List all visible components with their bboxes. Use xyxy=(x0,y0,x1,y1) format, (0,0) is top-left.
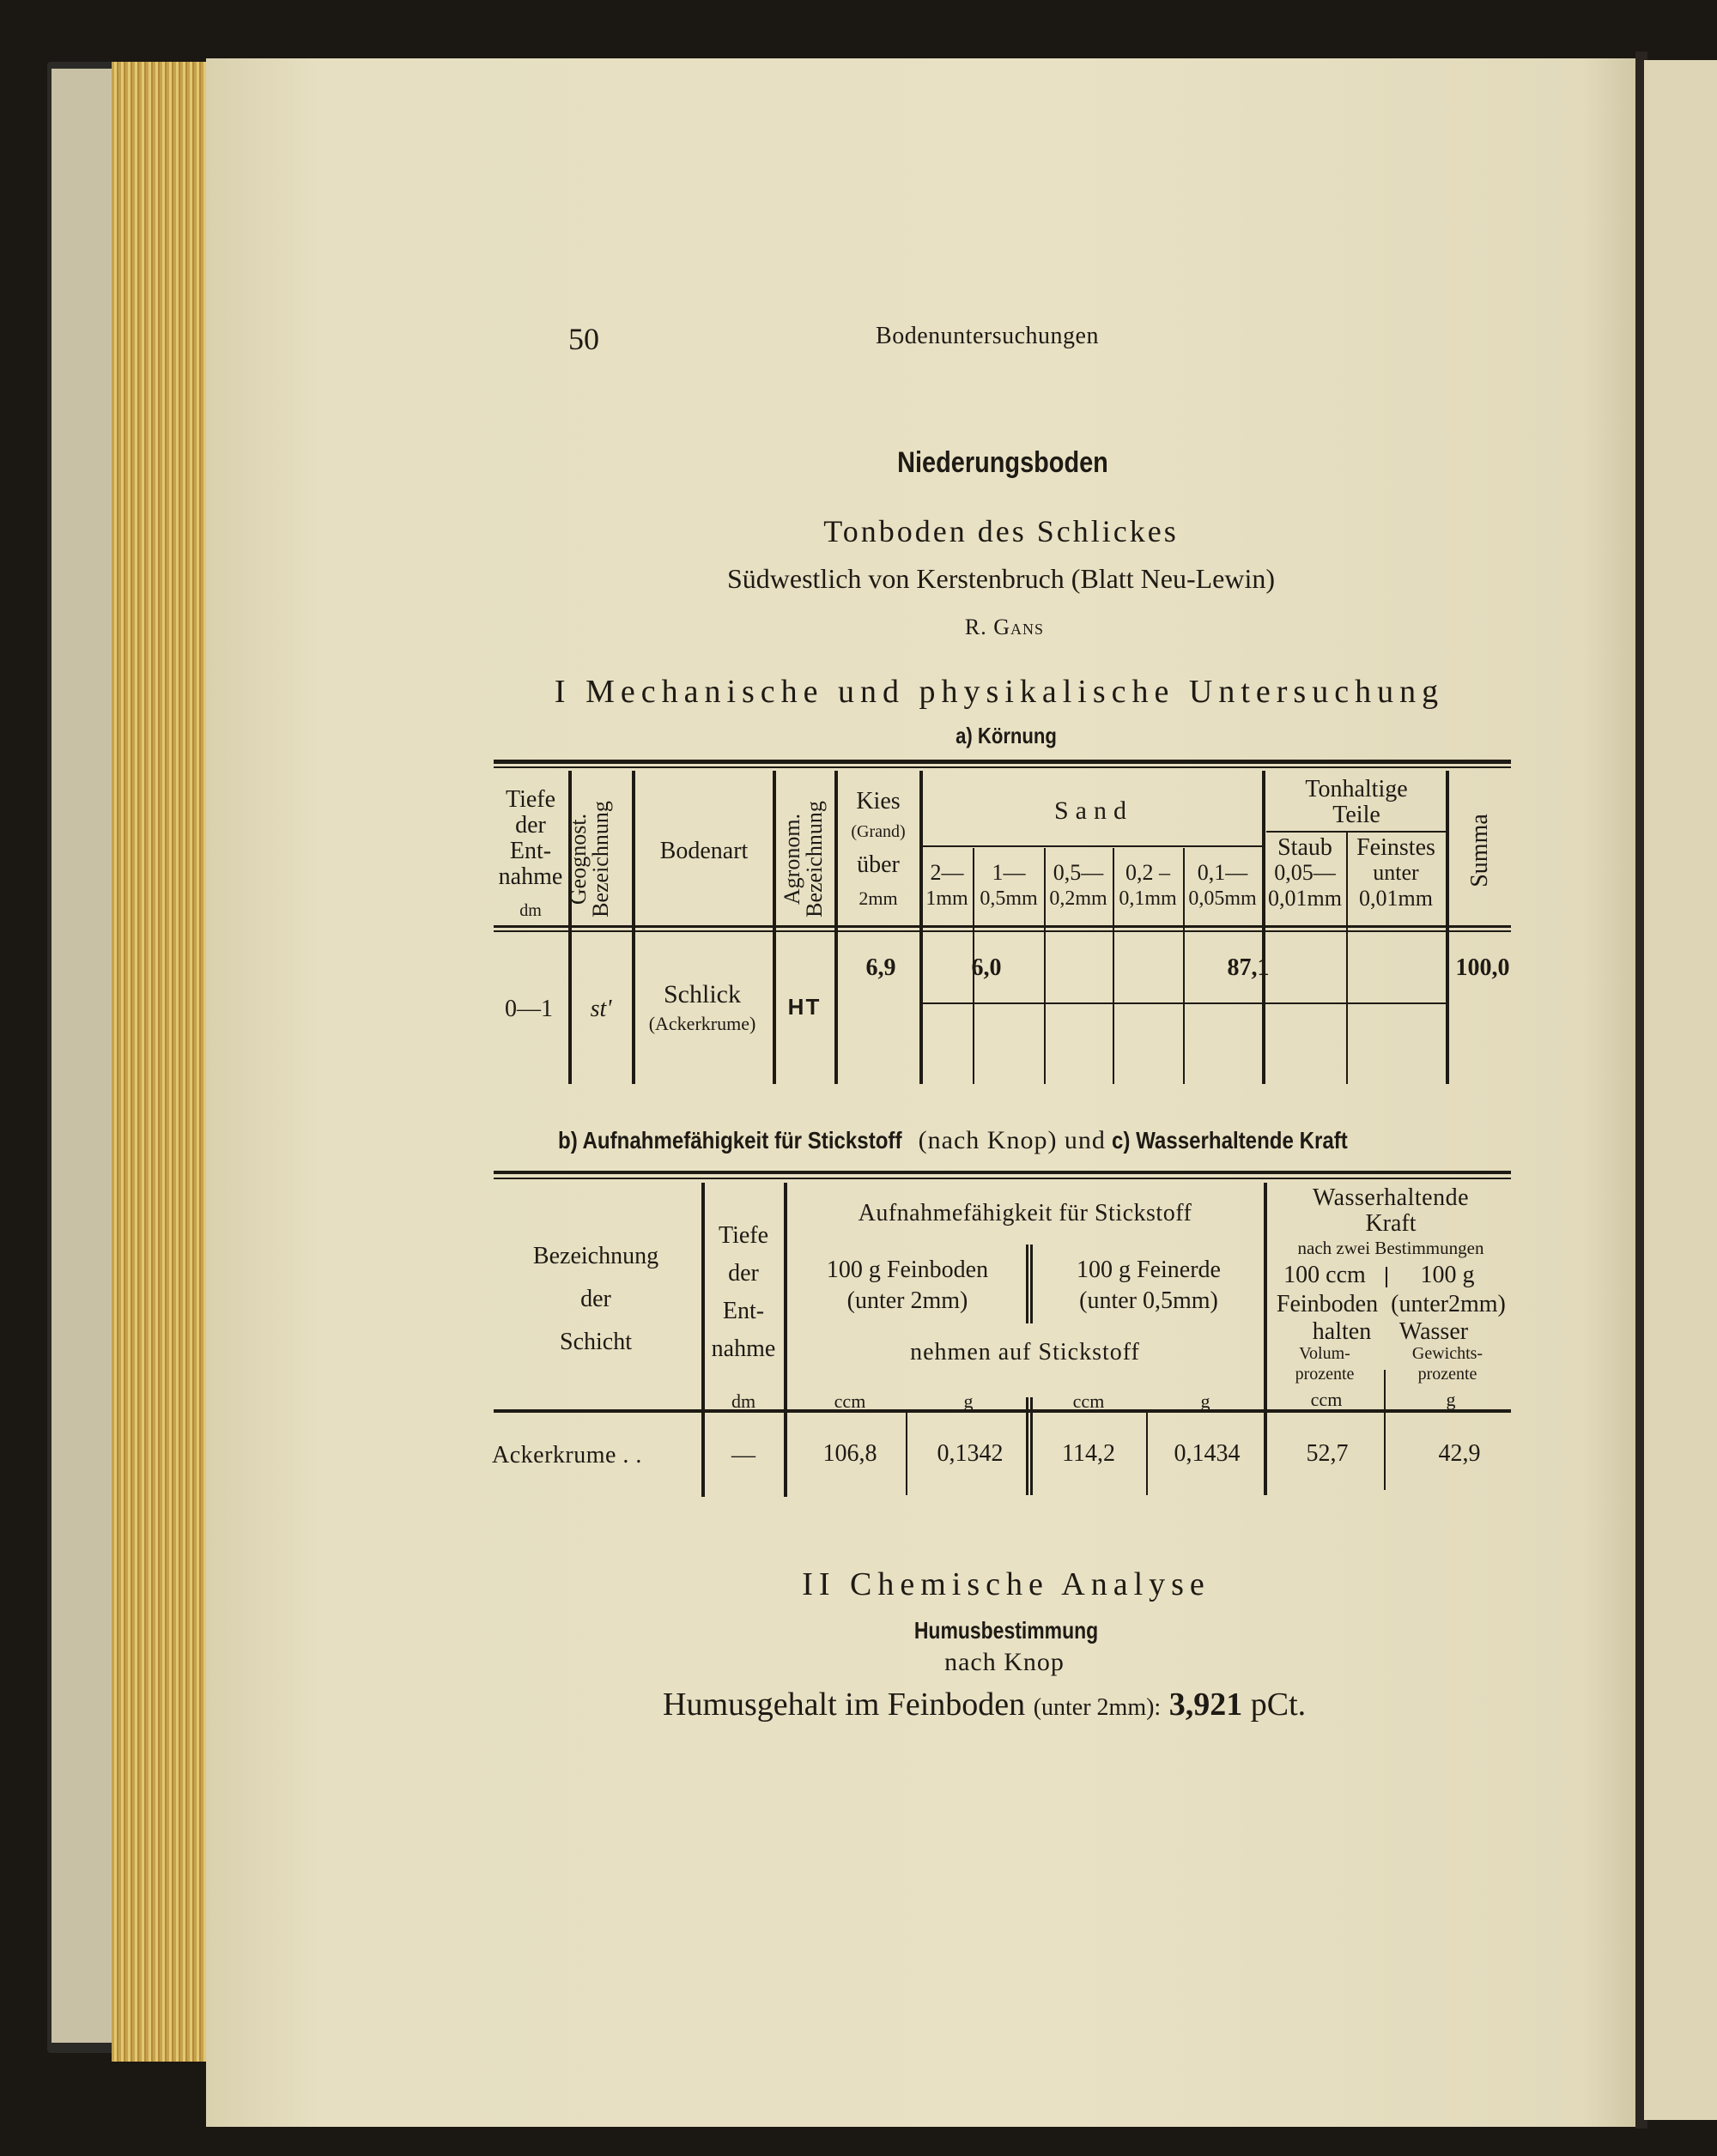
t2-row-val-1: 106,8 xyxy=(822,1440,877,1467)
t2-hdr-wasser-l3b: Wasser xyxy=(1398,1318,1469,1345)
sand-div-2 xyxy=(1044,848,1046,1084)
t2-hdr-tiefe-2: der xyxy=(728,1260,759,1287)
t2-hdr-pct1-a: Volum- xyxy=(1299,1344,1350,1363)
t2-row-tiefe: — xyxy=(731,1442,755,1469)
t2-hdr-wunit-2: g xyxy=(1446,1389,1456,1410)
hdr-ton-col1-b: 0,05— xyxy=(1274,860,1336,885)
t2-hdr-pct2-a: Gewichts- xyxy=(1411,1344,1483,1363)
hdr-tiefe-1: Tiefe xyxy=(505,786,556,813)
hdr-ton-col1-c: 0,01mm xyxy=(1268,886,1342,911)
hdr-sand: Sand xyxy=(1054,796,1133,825)
hdr-summa: Summa xyxy=(1466,814,1493,887)
row1-tiefe: 0—1 xyxy=(505,996,553,1022)
row1-kies: 6,9 xyxy=(865,954,896,981)
hdr-tonhaltige-1: Tonhaltige xyxy=(1305,776,1408,802)
table2-top-rule xyxy=(494,1171,1511,1174)
result-suffix: pCt. xyxy=(1250,1687,1307,1723)
row-sub-rule xyxy=(923,1002,1447,1004)
t2-data-div-3 xyxy=(1146,1413,1148,1495)
t2-hdr-feinerde-1: 100 g Feinerde xyxy=(1077,1257,1221,1283)
book-page xyxy=(206,58,1640,2127)
hdr-kies-3: über xyxy=(857,851,900,878)
t2-data-div-2 xyxy=(1026,1397,1028,1495)
ton-sub-rule xyxy=(1266,831,1447,833)
col-div-4 xyxy=(834,771,838,1084)
sand-sub-rule xyxy=(923,845,1262,847)
row1-bodenart-note: (Ackerkrume) xyxy=(648,1013,756,1034)
next-page-edge xyxy=(1644,60,1717,2120)
hdr-tiefe-4: nahme xyxy=(498,863,563,890)
t2-data-div-4 xyxy=(1264,1413,1267,1495)
t2-hdr-feinboden-1: 100 g Feinboden xyxy=(826,1257,989,1283)
section1-subheading: a) Körnung xyxy=(956,723,1057,748)
t2-hdr-wunit-1: ccm xyxy=(1310,1389,1343,1410)
page-number: 50 xyxy=(568,322,599,356)
hdr-sand-col1-b: 1mm xyxy=(925,887,968,910)
section3-heading: II Chemische Analyse xyxy=(802,1566,1210,1602)
t2-row-val-5: 52,7 xyxy=(1306,1440,1349,1467)
t2-hdr-pct1-b: prozente xyxy=(1295,1365,1355,1384)
t2-hdr-feinerde-2: (unter 0,5mm) xyxy=(1079,1287,1218,1314)
t2-hdr-bez-2: der xyxy=(580,1286,611,1312)
t2-row-val-4: 0,1434 xyxy=(1174,1440,1241,1467)
t2-wasser-col-div xyxy=(1386,1267,1387,1287)
t2-data-div-2b xyxy=(1030,1397,1033,1495)
t2-hdr-wasser-l3a: halten xyxy=(1312,1318,1372,1345)
t2-col-div-4b xyxy=(1030,1245,1033,1323)
t2-hdr-nehmen: nehmen auf Stickstoff xyxy=(910,1339,1140,1366)
table2-header-rule xyxy=(494,1409,1511,1413)
hdr-sand-col4-a: 0,2 – xyxy=(1125,860,1170,885)
t2-data-div-1 xyxy=(906,1413,907,1495)
hdr-geognost: Geognost. Bezeichnung xyxy=(566,801,613,918)
result-unit: (unter 2mm): xyxy=(1033,1694,1162,1721)
hdr-tonhaltige-2: Teile xyxy=(1332,802,1380,828)
t2-col-div-4 xyxy=(1026,1245,1028,1323)
row1-sand-first: 6,0 xyxy=(971,954,1002,981)
row1-bodenart: Schlick xyxy=(664,980,741,1008)
hdr-sand-col5-b: 0,05mm xyxy=(1188,887,1257,910)
hdr-agronom: Agronom. Bezeichnung xyxy=(780,801,827,918)
t2-hdr-wasser-col2: 100 g xyxy=(1420,1262,1475,1288)
section3-method: nach Knop xyxy=(944,1648,1065,1676)
t2-hdr-wasser-l2a: Feinboden xyxy=(1276,1291,1379,1317)
t2-hdr-wasser-col1: 100 ccm xyxy=(1283,1262,1366,1288)
t2-hdr-unit-1: ccm xyxy=(834,1390,866,1412)
hdr-kies-4: 2mm xyxy=(858,887,898,909)
t2-hdr-pct2-b: prozente xyxy=(1417,1365,1477,1384)
section3-subheading: Humusbestimmung xyxy=(913,1617,1099,1644)
t2-row-val-3: 114,2 xyxy=(1062,1440,1115,1467)
t2-col-div-2 xyxy=(784,1183,787,1497)
t2-hdr-unit-2: g xyxy=(963,1390,974,1412)
t2-hdr-feinboden-2: (unter 2mm) xyxy=(846,1287,968,1314)
col-div-6 xyxy=(1262,771,1265,1084)
table1-header-rule-thin xyxy=(494,930,1511,932)
table1-top-rule xyxy=(494,760,1511,764)
hdr-sand-col3-b: 0,2mm xyxy=(1049,887,1107,910)
hdr-sand-col3-a: 0,5— xyxy=(1053,860,1104,885)
col-div-2 xyxy=(632,771,635,1084)
t2-hdr-tiefe-4: nahme xyxy=(711,1335,776,1362)
section2-heading-b: b) Aufnahmefähigkeit für Stickstoff xyxy=(558,1127,902,1154)
sand-div-3 xyxy=(1113,848,1114,1084)
result-label: Humusgehalt im Feinboden xyxy=(663,1687,1026,1723)
t2-hdr-wasser-sub: nach zwei Bestimmungen xyxy=(1297,1238,1484,1258)
author: R. Gans xyxy=(964,615,1045,639)
running-head: Bodenuntersuchungen xyxy=(876,323,1099,349)
t2-hdr-bez-3: Schicht xyxy=(560,1329,632,1355)
t2-hdr-unit-3: ccm xyxy=(1072,1390,1105,1412)
col-div-3 xyxy=(773,771,776,1084)
hdr-tiefe-unit: dm xyxy=(519,901,542,920)
row1-rest: 87,1 xyxy=(1227,954,1270,981)
book-endpaper xyxy=(52,69,116,2043)
t2-hdr-wasser-2: Kraft xyxy=(1365,1210,1417,1237)
hdr-ton-col2-b: unter xyxy=(1373,860,1419,885)
ton-div-1 xyxy=(1346,833,1348,1084)
section2-heading-c: c) Wasserhaltende Kraft xyxy=(1112,1127,1349,1154)
t2-data-div-5 xyxy=(1384,1370,1386,1490)
hdr-tiefe-3: Ent- xyxy=(509,838,552,864)
hdr-tiefe-2: der xyxy=(515,812,546,839)
t2-hdr-tiefe-1: Tiefe xyxy=(718,1222,769,1249)
t2-col-div-3 xyxy=(1264,1183,1267,1413)
section2-heading xyxy=(558,1126,1386,1155)
page-edges xyxy=(112,62,206,2062)
hdr-ton-col2-c: 0,01mm xyxy=(1359,886,1433,911)
table2-top-rule-thin xyxy=(494,1178,1511,1179)
table1-top-rule-thin xyxy=(494,766,1511,768)
hdr-sand-col2-a: 1— xyxy=(992,860,1026,885)
row1-agronom: HT xyxy=(787,994,822,1020)
subtitle: Tonboden des Schlickes xyxy=(823,514,1179,548)
col-div-5 xyxy=(919,771,923,1084)
section2-heading-mid: (nach Knop) und xyxy=(918,1126,1106,1154)
row1-summa: 100,0 xyxy=(1455,954,1510,981)
t2-hdr-unit-4: g xyxy=(1200,1390,1210,1412)
section3-result xyxy=(663,1686,1306,1723)
hdr-bodenart: Bodenart xyxy=(659,838,749,864)
t2-hdr-aufnahme: Aufnahmefähigkeit für Stickstoff xyxy=(858,1200,1192,1226)
hdr-sand-col4-b: 0,1mm xyxy=(1119,887,1177,910)
t2-hdr-tiefe-unit: dm xyxy=(731,1390,756,1412)
t2-row-val-2: 0,1342 xyxy=(937,1440,1004,1467)
row1-geognost: st' xyxy=(590,996,612,1022)
hdr-kies-2: (Grand) xyxy=(851,822,906,841)
t2-row-val-6: 42,9 xyxy=(1438,1440,1481,1467)
sand-div-4 xyxy=(1183,848,1185,1084)
t2-hdr-wasser-1: Wasserhaltende xyxy=(1313,1184,1469,1211)
col-div-7 xyxy=(1446,771,1449,1084)
t2-hdr-bez-1: Bezeichnung xyxy=(532,1243,659,1269)
hdr-sand-col5-a: 0,1— xyxy=(1197,860,1248,885)
t2-row-name: Ackerkrume . . xyxy=(492,1442,642,1469)
result-value: 3,921 xyxy=(1168,1687,1243,1723)
t2-hdr-wasser-l2b: (unter2mm) xyxy=(1391,1291,1506,1317)
hdr-sand-col2-b: 0,5mm xyxy=(980,887,1038,910)
location: Südwestlich von Kerstenbruch (Blatt Neu-Lewin) xyxy=(726,563,1276,594)
hdr-ton-col1-a: Staub xyxy=(1277,834,1332,861)
hdr-ton-col2-a: Feinstes xyxy=(1356,834,1435,861)
page-title: Niederungsboden xyxy=(897,446,1108,479)
table1-header-rule xyxy=(494,925,1511,928)
t2-col-div-1 xyxy=(701,1183,705,1497)
hdr-sand-col1-a: 2— xyxy=(930,860,964,885)
t2-hdr-tiefe-3: Ent- xyxy=(722,1298,765,1324)
hdr-kies-1: Kies xyxy=(856,788,901,815)
section1-heading: I Mechanische und physikalische Untersuchung xyxy=(554,674,1445,710)
